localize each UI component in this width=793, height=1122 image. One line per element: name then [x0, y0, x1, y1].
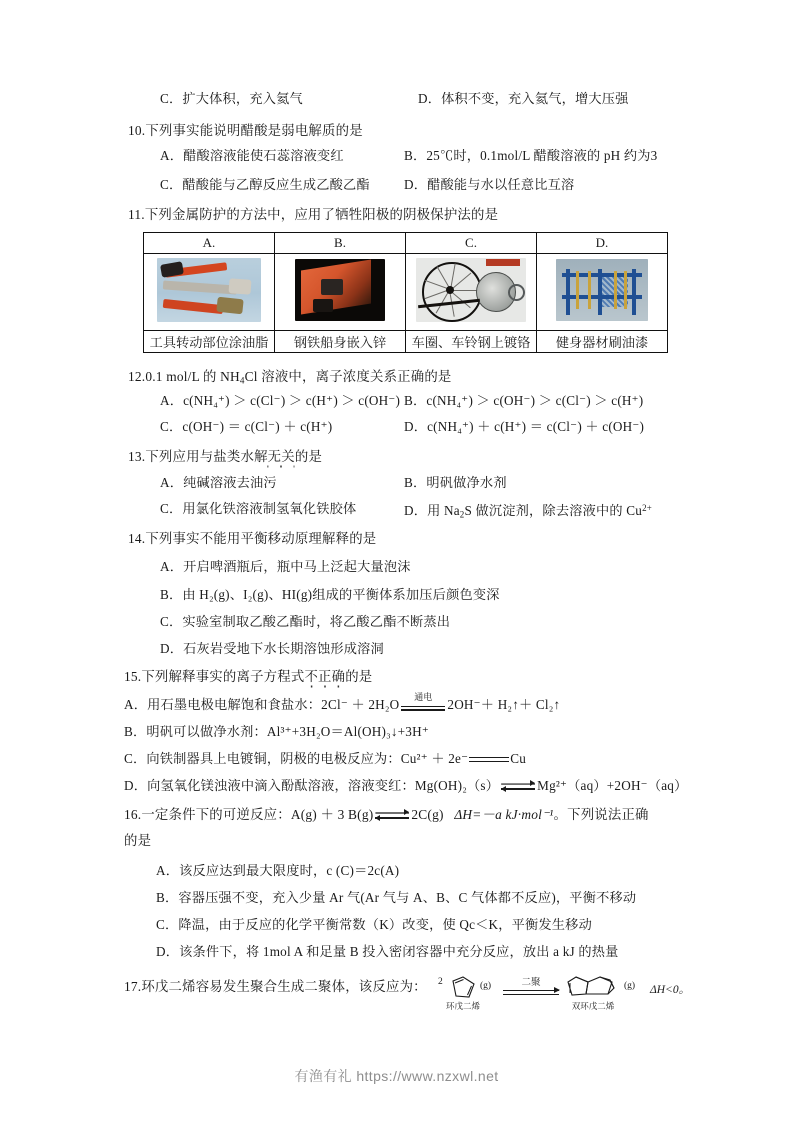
- q12-option-c-label: C．: [160, 419, 183, 434]
- q14-option-c: C．实验室制取乙酸乙酯时，将乙酸乙酯不断蒸出: [160, 614, 451, 629]
- rusted-ship-hull-with-zinc-photo: [295, 259, 385, 321]
- table-row-headers: [144, 233, 668, 254]
- q16-stem-mid: 2C(g): [411, 807, 444, 822]
- q14-stem: [128, 530, 376, 547]
- electrolysis-condition-arrow: [401, 691, 445, 714]
- q16-option-a: A．该反应达到最大限度时，c (C)＝2c(A): [156, 863, 400, 878]
- q12-option-b-label: B．: [404, 393, 427, 408]
- q13-option-a: A．纯碱溶液去油污: [160, 475, 277, 490]
- equals-double-line-icon: [469, 754, 509, 766]
- q11-header-c: C.: [406, 233, 537, 254]
- q12-option-b: [404, 392, 643, 409]
- q12-stem-post: Cl 溶液中，离子浓度关系正确的是: [244, 369, 452, 384]
- q10-number: 10.: [128, 123, 146, 138]
- q10-option-d: D．醋酸能与水以任意比互溶: [404, 177, 575, 192]
- q12-stem: [128, 368, 452, 390]
- q10-stem: [128, 122, 363, 139]
- q17-stem: [124, 978, 427, 995]
- q16-stem-post: 。下列说法正确: [553, 807, 649, 822]
- dicyclopentadiene-svg: [564, 974, 622, 1002]
- q11-header-a: A.: [144, 233, 275, 254]
- q15-option-d: [124, 777, 687, 794]
- q11-options-table: [143, 232, 668, 353]
- q15-option-a-eq-right: 2OH⁻＋ H₂↑＋ Cl₂↑: [447, 697, 561, 712]
- q13-number: 13.: [128, 449, 146, 464]
- q11-header-d: D.: [537, 233, 668, 254]
- q14-number: 14.: [128, 531, 146, 546]
- q17-reactant-state: (g): [480, 981, 492, 991]
- q13-stem: [128, 448, 322, 465]
- q14-option-b: B．由 H₂(g)、I₂(g)、HI(g)组成的平衡体系加压后颜色变深: [160, 587, 500, 602]
- q17-stem-text: 环戊二烯容易发生聚合生成二聚体，该反应为：: [141, 979, 427, 994]
- q12-number: 12.: [128, 369, 146, 384]
- q11-image-cell-d: [537, 254, 668, 331]
- q16-enthalpy: ΔH=－a kJ·mol⁻¹: [454, 807, 554, 822]
- q15-option-c-text: 向铁制器具上电镀铜，阴极的电极反应为：: [146, 751, 401, 766]
- q12-stem-sub: 4: [239, 375, 245, 386]
- q12-option-d-label: D．: [404, 419, 428, 434]
- q13-option-c: C．用氯化铁溶液制氢氧化铁胶体: [160, 501, 357, 516]
- q10-option-c: C．醋酸能与乙醇反应生成乙酸乙酯: [160, 177, 370, 192]
- q13-option-d-sub: 2: [459, 509, 465, 520]
- q12-stem-pre: 0.1 mol/L 的 NH: [145, 369, 240, 384]
- q11-stem: [128, 206, 498, 223]
- q12-option-c: [160, 418, 332, 435]
- q10-stem-text: 下列事实能说明醋酸是弱电解质的是: [145, 123, 363, 138]
- q11-image-cell-c: [406, 254, 537, 331]
- cyclopentadiene-structure-icon: [445, 975, 481, 1011]
- q15-option-a-label: A．: [124, 697, 148, 712]
- q15-option-c-eq-left: Cu²⁺ ＋ 2e⁻: [400, 751, 469, 766]
- q11-caption-d: 健身器材刷油漆: [537, 331, 668, 353]
- condition-label: 通电: [414, 691, 433, 702]
- q12-option-d-text: c(NH₄⁺) ＋ c(H⁺) ＝ c(Cl⁻) ＋ c(OH⁻): [427, 419, 645, 434]
- q11-image-cell-a: [144, 254, 275, 331]
- q14-option-d: D．石灰岩受地下水长期溶蚀形成溶洞: [160, 641, 384, 656]
- q12-option-a-label: A．: [160, 393, 184, 408]
- q16-option-b: B．容器压强不变，充入少量 Ar 气(Ar 气与 A、B、C 气体都不反应)，平衡不移动: [156, 890, 637, 905]
- q16-stem-line1: [124, 806, 649, 823]
- q13-option-d-mid: S 做沉淀剂，除去溶液中的 Cu: [464, 502, 643, 518]
- q12-option-a-text: c(NH₄⁺) ＞ c(Cl⁻) ＞ c(H⁺) ＞ c(OH⁻): [183, 393, 401, 408]
- q9-option-d: D．体积不变，充入氦气，增大压强: [418, 91, 629, 106]
- q15-option-d-label: D．: [124, 778, 148, 793]
- q9-option-c: C．扩大体积，充入氦气: [160, 91, 303, 106]
- q15-option-a: [124, 691, 561, 714]
- q17-coefficient: 2: [438, 977, 443, 987]
- q15-option-b-eq: Al³⁺+3H₂O＝Al(OH)₃↓+3H⁺: [266, 724, 429, 739]
- q16-option-c: C．降温，由于反应的化学平衡常数（K）改变，使 Qc＜K，平衡发生移动: [156, 917, 592, 932]
- q15-option-c-label: C．: [124, 751, 147, 766]
- q10-option-b: B．25℃时，0.1mol/L 醋酸溶液的 pH 约为3: [404, 148, 658, 163]
- q16-number: 16.: [124, 807, 142, 822]
- q15-option-b-label: B．: [124, 724, 147, 739]
- q13-stem-emphasis: 无关: [267, 449, 295, 464]
- bicycle-wheel-and-bell-photo: [416, 258, 526, 322]
- table-row-captions: [144, 331, 668, 353]
- q13-option-d: [404, 500, 652, 523]
- q15-option-b-text: 明矾可以做净水剂：: [146, 724, 267, 739]
- q11-image-cell-b: [275, 254, 406, 331]
- q17-arrow-label: 二聚: [521, 978, 541, 988]
- q15-option-a-text: 用石墨电极电解饱和食盐水：: [147, 697, 322, 712]
- q15-option-b: [124, 723, 429, 740]
- q17-reactant-name: 环戊二烯: [445, 1001, 481, 1011]
- q15-number: 15.: [124, 669, 142, 684]
- q15-option-a-eq-left: 2Cl⁻ ＋ 2H₂O: [321, 697, 400, 712]
- q12-option-b-text: c(NH₄⁺) ＞ c(OH⁻) ＞ c(Cl⁻) ＞ c(H⁺): [426, 393, 644, 408]
- q17-enthalpy: ΔH<0。: [650, 984, 691, 996]
- dicyclopentadiene-structure-icon: [564, 974, 622, 1011]
- q15-option-c-eq-right: Cu: [510, 751, 527, 766]
- q15-option-d-text: 向氢氧化镁浊液中滴入酚酞溶液，溶液变红：: [147, 778, 415, 793]
- q11-number: 11.: [128, 207, 145, 222]
- q12-option-c-text: c(OH⁻) ＝ c(Cl⁻) ＋ c(H⁺): [182, 419, 333, 434]
- q10-option-a: A．醋酸溶液能使石蕊溶液变红: [160, 148, 344, 163]
- q15-stem-emphasis: 不正确: [304, 669, 346, 684]
- q15-option-d-eq-left: Mg(OH)₂（s）: [414, 778, 500, 793]
- q15-stem-pre: 下列解释事实的离子方程式: [141, 669, 305, 684]
- q15-stem: [124, 668, 372, 685]
- footer-watermark: 有渔有礼 https://www.nzxwl.net: [294, 1068, 499, 1084]
- q13-option-b: B．明矾做净水剂: [404, 475, 507, 490]
- q15-option-c: [124, 750, 526, 767]
- reversible-arrow-icon: [375, 809, 409, 822]
- q11-header-b: B.: [275, 233, 406, 254]
- q17-product-name: 双环戊二烯: [571, 1001, 615, 1011]
- q17-product-state: (g): [624, 981, 636, 991]
- pliers-and-wrench-photo: [157, 258, 261, 322]
- q13-stem-post: 的是: [294, 449, 323, 464]
- q11-stem-text: 下列金属防护的方法中，应用了牺牲阳极的阴极保护法的是: [144, 207, 499, 222]
- q11-caption-c: 车圈、车铃钢上镀铬: [406, 331, 537, 353]
- q14-stem-text: 下列事实不能用平衡移动原理解释的是: [145, 531, 377, 546]
- q16-stem-line2: 的是: [124, 833, 152, 848]
- q17-reaction-scheme: [438, 975, 691, 1021]
- q14-option-a: A．开启啤酒瓶后，瓶中马上泛起大量泡沫: [160, 559, 411, 574]
- reversible-arrow-icon: [501, 780, 535, 793]
- q17-number: 17.: [124, 979, 142, 994]
- q13-option-d-pre: D．用 Na: [404, 502, 460, 518]
- q13-option-d-sup: 2+: [642, 503, 653, 513]
- cyclopentadiene-svg: [448, 975, 478, 1001]
- q12-option-a: [160, 392, 400, 409]
- q12-option-d: [404, 418, 644, 435]
- q11-caption-b: 钢铁船身嵌入锌: [275, 331, 406, 353]
- q15-option-d-eq-right: Mg²⁺（aq）+2OH⁻（aq）: [537, 778, 688, 793]
- table-row-images: [144, 254, 668, 331]
- dimerization-arrow-icon: [503, 978, 559, 998]
- q15-stem-post: 的是: [345, 669, 373, 684]
- q13-stem-pre: 下列应用与盐类水解: [145, 449, 268, 464]
- blue-painted-fitness-equipment-photo: [556, 259, 648, 321]
- q16-option-d: D．该条件下，将 1mol A 和足量 B 投入密闭容器中充分反应，放出 a kJ 的热量: [156, 944, 619, 959]
- q16-stem-pre: 一定条件下的可逆反应：A(g) ＋ 3 B(g): [141, 807, 374, 822]
- q11-caption-a: 工具转动部位涂油脂: [144, 331, 275, 353]
